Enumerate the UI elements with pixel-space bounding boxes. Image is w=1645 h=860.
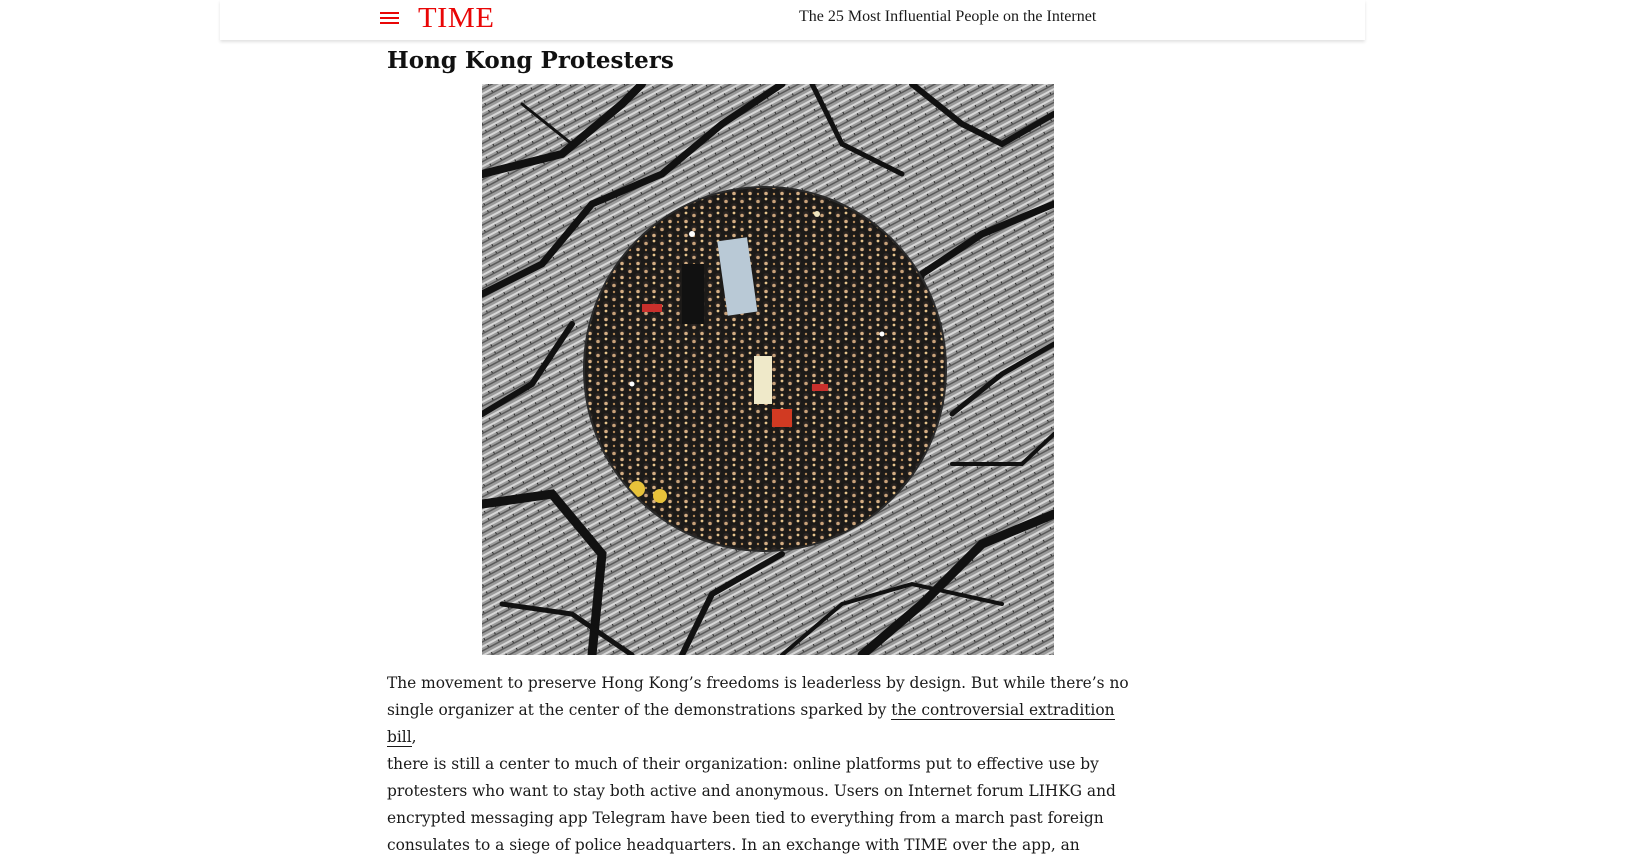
paragraph-text-start: The movement to preserve Hong Kong’s freedoms is leaderless by design. But while there’s no single organizer at the center of the demonstrations sparked by [387,674,1129,719]
article-paragraph [387,670,1132,859]
hero-image-graphic [482,84,1054,655]
article-series-title[interactable]: The 25 Most Influential People on the Internet [799,8,1097,25]
section-heading: Hong Kong Protesters [387,47,674,74]
hamburger-menu-icon[interactable] [380,9,401,27]
time-logo[interactable]: TIME [418,2,495,34]
paragraph-text-end: , there is still a center to much of their organization: online platforms put to effective use by protesters who want to stay both active and anonymous. Users on Internet forum LIHKG and encrypted messaging app Telegram have been tied to everything from a march past foreign consulates to a siege of police headquarters. In an exchange with TIME over the app, an [387,728,1116,854]
hero-image [482,84,1054,655]
extradition-bill-link[interactable]: the controversial extradition bill [387,701,1115,746]
site-header [220,0,1365,40]
